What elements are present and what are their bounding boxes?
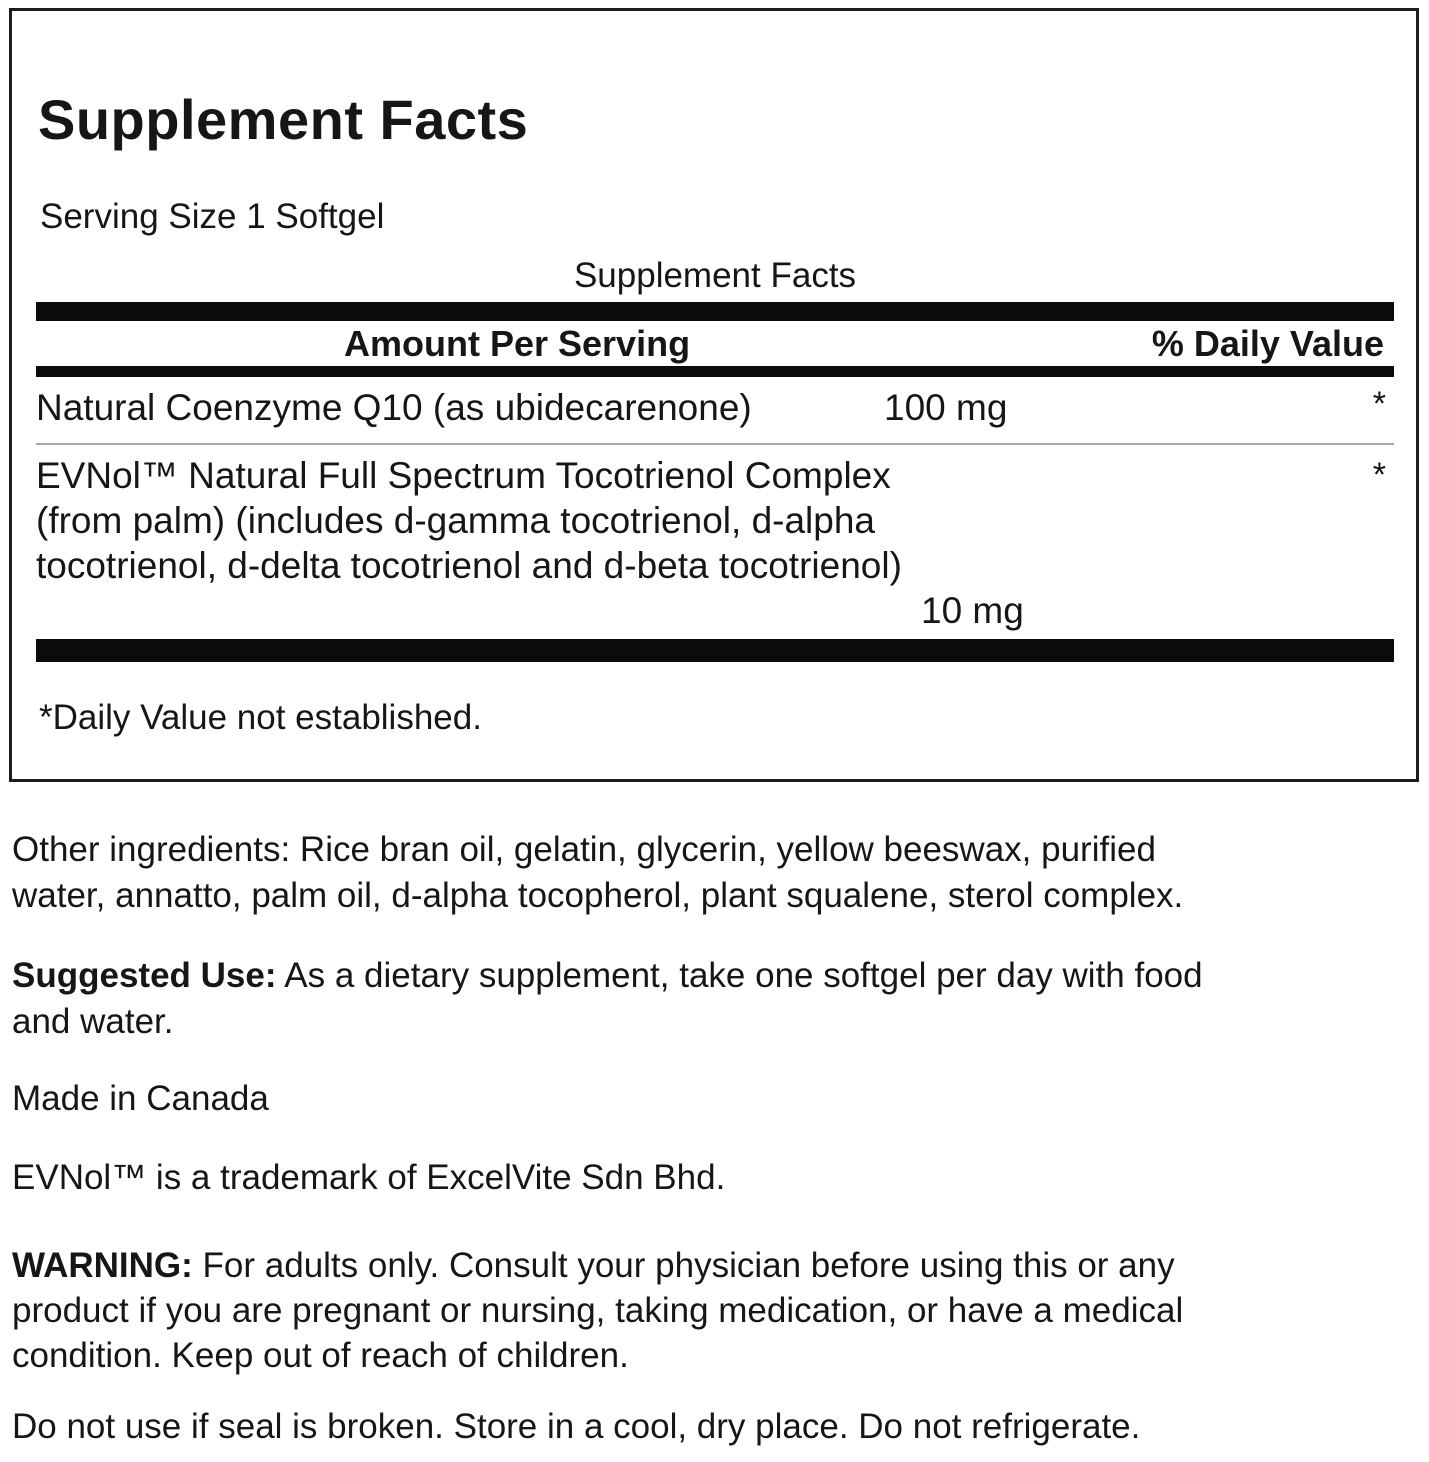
serving-size: Serving Size 1 Softgel: [40, 197, 385, 236]
warning-line: condition. Keep out of reach of children.: [12, 1336, 629, 1375]
suggested-use-line: [12, 953, 1203, 999]
column-header-daily-value: % Daily Value: [1151, 322, 1384, 364]
divider-thick-top: [36, 302, 1394, 321]
suggested-use-rest: As a dietary supplement, take one softgel per day with food: [276, 956, 1203, 995]
warning-label: WARNING:: [12, 1246, 193, 1285]
suggested-use-line: and water.: [12, 1002, 174, 1041]
daily-value-asterisk: *: [1372, 456, 1386, 494]
warning-rest: For adults only. Consult your physician before using this or any: [192, 1246, 1175, 1285]
warning-text: [12, 1243, 1183, 1378]
amount-value: 100 mg: [884, 387, 1008, 428]
other-ingredients-line: water, annatto, palm oil, d-alpha tocopherol, plant squalene, sterol complex.: [12, 876, 1184, 915]
table-caption: Supplement Facts: [573, 256, 857, 295]
table-row-evnol: [36, 445, 1394, 639]
divider-medium: [36, 366, 1394, 377]
daily-value-footnote: *Daily Value not established.: [39, 698, 482, 737]
ingredient-name-line: EVNol™ Natural Full Spectrum Tocotrienol Complex: [36, 455, 891, 496]
daily-value-asterisk: *: [1372, 385, 1386, 423]
panel-title: Supplement Facts: [38, 88, 529, 151]
other-ingredients-text: [12, 827, 1183, 919]
storage-text: Do not use if seal is broken. Store in a cool, dry place. Do not refrigerate.: [12, 1407, 1141, 1446]
divider-thick-bottom: [36, 639, 1394, 662]
made-in-text: Made in Canada: [12, 1079, 269, 1118]
other-ingredients-line: Other ingredients: Rice bran oil, gelatin, glycerin, yellow beeswax, purified: [12, 830, 1156, 869]
warning-line: product if you are pregnant or nursing, taking medication, or have a medical: [12, 1291, 1184, 1330]
suggested-use-label: Suggested Use:: [12, 956, 277, 995]
table-header-row: [36, 321, 1394, 366]
ingredient-name-line: tocotrienol, d-delta tocotrienol and d-beta tocotrienol): [36, 545, 902, 586]
facts-table: [36, 254, 1394, 738]
amount-value: 10 mg: [921, 590, 1024, 631]
trademark-text: EVNol™ is a trademark of ExcelVite Sdn Bhd.: [12, 1158, 726, 1197]
suggested-use-text: [12, 953, 1203, 1045]
column-header-amount: Amount Per Serving: [344, 322, 691, 364]
ingredient-name: Natural Coenzyme Q10 (as ubidecarenone): [36, 387, 752, 428]
supplement-facts-panel: [9, 8, 1419, 782]
table-row-coq10: [36, 377, 1394, 445]
ingredient-name-line: (from palm) (includes d-gamma tocotrienol, d-alpha: [36, 500, 876, 541]
warning-line: [12, 1243, 1183, 1288]
